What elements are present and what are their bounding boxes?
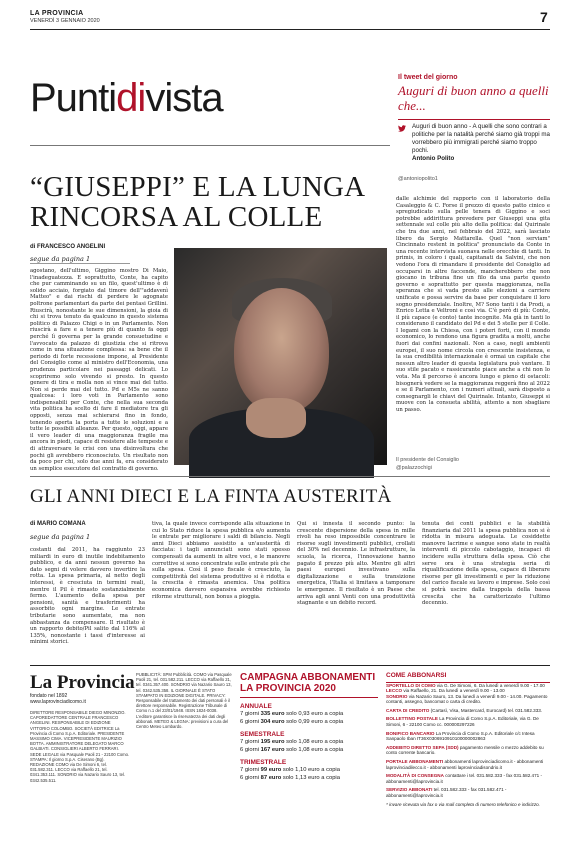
- how-to-subscribe: [386, 672, 550, 807]
- row-price: 99 euro: [260, 766, 282, 773]
- subscribe-title: COME ABBONARSI: [386, 672, 447, 679]
- campaign-trimestrale-row: [240, 774, 378, 782]
- campaign-annuale-row: [240, 718, 378, 726]
- campaign-trimestrale-label: TRIMESTRALE: [240, 758, 287, 766]
- subscribe-line: [386, 787, 550, 798]
- line-label: BOLLETTINO POSTALE: [386, 716, 438, 722]
- row-days: 6 giorni: [240, 774, 260, 781]
- tweet-kicker: Il tweet del giorno: [398, 74, 458, 81]
- article2-headline: GLI ANNI DIECI E LA FINTA AUSTERITÀ: [30, 486, 392, 507]
- line-label: PORTALE ABBONAMENTI: [386, 759, 444, 765]
- line-text: (Cartasì, Visa, Mastercard, Eurocard) tel. 031.582.333.: [430, 707, 543, 713]
- bottom-rule: [30, 665, 550, 666]
- row-note: solo 1,08 euro a copia: [286, 738, 344, 745]
- masthead-site: www.laprovinciadicomo.it: [30, 699, 86, 705]
- line-label: MODALITÀ DI CONSEGNA: [386, 773, 444, 779]
- row-price: 87 euro: [260, 774, 282, 781]
- line-text: via G. De Simoni, 6. Da lunedì a venerdì 9.00 - 17.00: [436, 682, 545, 688]
- row-price: 167 euro: [260, 746, 285, 753]
- subscribe-line: [386, 745, 550, 756]
- subscription-campaign: [240, 672, 378, 782]
- line-text: contattare i tel. 031.582.333 - fax 031.582.471 - abbonamenti@laprovincia.it: [386, 773, 543, 784]
- mid-rule: [30, 476, 550, 477]
- campaign-annuale-row: [240, 710, 378, 718]
- line-text: abbonamenti laprovinciadicomo.it - abbonamenti laprovinciadilecco.it - abbonamenti laprovinciadisondrio.it: [386, 759, 544, 770]
- row-note: solo 1,10 euro a copia: [282, 766, 340, 773]
- row-days: 7 giorni: [240, 738, 260, 745]
- page-number: 7: [540, 9, 548, 25]
- campaign-trimestrale-row: [240, 766, 378, 774]
- photo-handle: @palazzochigi: [396, 465, 432, 471]
- line-text: via Nazario Sauro, 13. Da lunedì a venerdì 9.00 - 14.00. Pagamento contanti, assegno, bancomat o carta di credito.: [386, 693, 548, 705]
- article2-byline: di MARIO COMANA: [30, 521, 86, 527]
- article1-column-2: dalle alchimie del rapporto con il laboratorio della Casaleggio & C. Forse il prezzo di questo patto cinico e spregiudicato sulla pelle tenera di Giggino e soci potrebbe addirittura prevedere per Giuseppi una gita settennale sul colle più alto della politica: dal Quirinale che tra due anni, nel febbraio del 2022, sarà lasciato libero da Sergio Mattarella. Quel "non serviam" Cincinnato restent in politica" pronunciato da Conte in una recente intervista suonava nelle orecchie di tanti. In primis, in coloro i quali, capitanati da Salvini, che non vedono l'ora di rimandare il presidente del Consiglio ad occuparsi in altre faccende, mancherebbero che non giocano in tribuna fine un filo da una parte questo governo e soprattutto per questa maggioranza, nella speranza che si vada presto alle elezioni a carriere unificate e possa servire da base per conquistare il loro sogno presidenziale. Inoltre, M? Sono tanti i da Prodi, a Enrico Letta e Veltroni e così via. C'è però di più: Conte, il più capace (e conto) tante incognite. Ma già in tanti lo considerano il candidato del Pd e dei 5 stelle per il Colle. I legami con la Chiesa, con i poteri forti, con il mondo economico, lo rendono una figura gradita a molti, anche fuori dai confini nazionali. Non a caso, negli ambienti europei, il suo nome circola con crescente insistenza, e la sua credibilità internazionale è ormai un capitale che nessun altro leader di questa legislatura può vantare. Il suo stile pacato e rassicurante piace anche a chi non lo vota. Ma il percorso è ancora lungo e pieno di ostacoli: bisognerà vedere se la maggioranza reggerà fino al 2022 e se il Parlamento, con i numeri attuali, sarà disposto a consegnargli le chiavi del Quirinale. Intanto, Giuseppi si muove con la consueta abilità, attento a non sbagliare un passo.: [396, 196, 550, 413]
- campaign-semestrale-row: [240, 738, 378, 746]
- imprint-column-1: DIRETTORE RESPONSABILE DIEGO MINONZIO. CAPOREDATTORE CENTRALE FRANCESCO ANGELINI. RESPONSABILE DI EDIZIONE VITTORIO COLOMBO. SOCIETÀ EDITRICE La Provincia di Como S.p.A. Editoriale. PRESIDENTE MASSIMO CIMA. VICEPRESIDENTE MAURIZIO BOTTA. AMMINISTRATORE DELEGATO MARCO GALBIATI. CONSIGLIERI ALBERTO FERRARI. SEDE LEGALE via Pasquale Paoli 21 - 22100 Como. STAMPA: Il giorno S.p.A. Ciserano (Bg). REDAZIONE COMO via De Simoni 6, tel. 031.582.311. LECCO via Raffaello 21, tel. 0341.353.111. SONDRIO via Nazario Sauro 13, tel. 0342.535.511.: [30, 710, 130, 783]
- campaign-semestrale-label: SEMESTRALE: [240, 730, 285, 738]
- line-text: via Raffaello, 21. Da lunedì a venerdì 9.00 - 13.00: [403, 688, 505, 694]
- campaign-semestrale-row: [240, 746, 378, 754]
- article2-column-1: costanti dal 2011, ha raggiunto 23 miliardi in euro di inutile indebitamento pubblico, e da anni nessun governo ha dato segni di volere davvero invertire la rotta. La spesa primaria, al netto degli interessi, è cresciuta in termini reali, mentre il Pil è rimasto sostanzialmente fermo. L'aumento della spesa per pensioni, sanità e trasferimenti ha assorbito ogni margine. Le entrate tributarie sono aumentate, ma non abbastanza da compensare. Il risultato è un rapporto debito/Pil salito dal 116% al 135%, nonostante i tassi d'interesse ai minimi storici.: [30, 547, 145, 646]
- newspaper-name: LA PROVINCIA: [30, 10, 84, 17]
- masthead-sub: [30, 693, 110, 705]
- line-label: BONIFICO BANCARIO: [386, 730, 435, 736]
- article1-byline: di FRANCESCO ANGELINI: [30, 244, 106, 250]
- line-text: La Provincia di Como S.p.A. Editoriale c/c Intesa Sanpaolo Iban IT36X0306910910100000002863: [386, 730, 535, 742]
- row-days: 6 giorni: [240, 746, 260, 753]
- tweet-rule: [398, 119, 550, 120]
- tweet-text: Auguri di buon anno - A quelli che sono contrari a politiche per la natalità perché siamo già troppi ma vorrebbero più immigrati perché siamo troppo pochi.: [412, 123, 550, 154]
- tweet-of-the-day: [398, 74, 550, 113]
- article1-column-1: agostano, dell'ultimo, Giggino mostro Di Maio, l'inadeguatezza. E soprattutto, Conte, ha capito che pur camminando su un filo, quest'ultimo è di solido acciaio, forgiato dal timore dell'"addavenì Matteo" e dai rischi di perdere le agognate poltrone parlamentari da parte dei pentasi Grillini. Riuscirà, nonostante le sue dimensioni, la gioia di chi si trova tenuto da qualcuno in questo sistema politico di Palazzo Chigi o in un Parlamento. Non riuscirà a fare e a tenere più di quanto fa oggi perché lì governa per la grande consuetudine e l'avvocato da palazzo di giustizia che si ritrova come in una situazione complessa: sa bene che il periodo di forte recessione impone, al Presidente del Consiglio come al ministro dell'Economia, una prudenza particolare nei passaggi delicati. Lo scopriremo solo vivendo si presto. In questo genere di tira e molla non si vince mai del tutto. Non si perde mai del tutto. Pd e M5s ne sanno qualcosa: i loro voti in Parlamento sono indispensabili per Conte, che nella sua seconda vita politica ha scelto di fare il mediatore tra gli opposti, senza mai schierarsi fino in fondo, tenendo aperta la porta a tutte le soluzioni e a tutte le possibili alleanze. Per questo, oggi, appare il vero leader di una maggioranza fragile ma ancora in piedi, capace di resistere alle tempeste e di attraversare le crisi con una disinvoltura che pochi gli avrebbero riconosciuto. Un risultato non da poco per chi, solo due anni fa, era considerato un semplice esecutore del contratto di governo.: [30, 268, 168, 472]
- campaign-title: CAMPAGNA ABBONAMENTI LA PROVINCIA 2020: [240, 672, 376, 694]
- row-note: solo 0,93 euro a copia: [286, 710, 344, 717]
- row-price: 195 euro: [260, 738, 285, 745]
- line-label: CARTA DI CREDITO: [386, 707, 430, 713]
- section-title: [30, 78, 223, 118]
- line-label: SPORTELLO DI COMO: [386, 682, 436, 688]
- subscribe-line: [386, 716, 550, 727]
- row-price: 335 euro: [260, 710, 285, 717]
- tweet-body: [412, 123, 550, 163]
- row-days: 7 giorni: [240, 766, 260, 773]
- row-note: solo 1,08 euro a copia: [286, 746, 344, 753]
- issue-date: VENERDÌ 3 GENNAIO 2020: [30, 18, 100, 24]
- byline-rule: [30, 263, 130, 264]
- campaign-annuale-label: ANNUALE: [240, 702, 272, 710]
- top-rule: [30, 145, 390, 146]
- article2-segue: segue da pagina 1: [30, 533, 91, 541]
- tweet-handle: @antoniopolito1: [398, 176, 438, 182]
- subscribe-line: [386, 731, 550, 742]
- tweet-headline: Auguri di buon anno a quelli che...: [398, 83, 549, 113]
- photo-hands: [246, 398, 306, 438]
- subscribe-line: [386, 708, 550, 714]
- line-label: ADDEBITO DIRETTO SEPA (SDD): [386, 744, 459, 750]
- article1-photo: [174, 248, 387, 465]
- tweet-author: Antonio Polito: [412, 155, 455, 162]
- twitter-bird-icon: [398, 125, 406, 132]
- masthead-logo: La Provincia: [30, 672, 135, 693]
- article1-headline: “GIUSEPPI” E LA LUNGA RINCORSA AL COLLE: [30, 171, 364, 233]
- imprint-column-2: PUBBLICITÀ: SPM Pubblicità. COMO via Pasquale Paoli 21, tel. 031.582.211. LECCO via Raffaello 21, tel. 0341.357.400. SONDRIO via Nazario Sauro 13, tel. 0342.535.358. IL GIORNALE È STATO STAMPATO IN EDIZIONE DIGITALE. PRIVACY: Responsabile del trattamento dei dati personali è il direttore responsabile. Registrazione Tribunale di Como n.1 del 23/01/1948. ISSN 1824-0038. L'editore garantisce la riservatezza dei dati degli abbonati. METEO & LEGNA: previsioni a cura del Centro Meteo Lombardo.: [136, 672, 232, 730]
- subscribe-footnote: * invare ricevuta via fax o via mail completa di numero telefonico e indirizzo.: [386, 801, 540, 807]
- article1-segue: segue da pagina 1: [30, 255, 91, 263]
- section-title-part1: Punti: [30, 76, 117, 120]
- line-label: LECCO: [386, 688, 403, 694]
- line-text: La Provincia di Como S.p.A. Editoriale, via G. De Simoni, 6 - 22100 Como cc. 000000297226: [386, 716, 539, 728]
- masthead-founded: fondato nel 1892: [30, 693, 68, 699]
- line-text: tel. 031.582.333 - fax 031.582.471 - abbonamenti@laprovincia.it: [386, 787, 507, 798]
- photo-caption: Il presidente del Consiglio: [396, 457, 459, 463]
- row-price: 304 euro: [260, 718, 285, 725]
- campaign-rule: [240, 697, 378, 698]
- article2-column-3: Qui si innesta il secondo punto: la crescente dispersione della spesa in mille rivoli ha reso impossibile concentrare le risorse sugli investimenti pubblici, crollati del 30% nel decennio. Le infrastrutture, la scuola, la ricerca, l'innovazione hanno pagato il prezzo più alto. Mentre gli altri paesi europei investivano sulla digitalizzazione e sulla transizione energetica, l'Italia si limitava a tamponare le emergenze. Il risultato è un Paese che arriva agli anni Venti con una produttività stagnante e un debito record.: [297, 521, 415, 607]
- line-label: SONDRIO: [386, 693, 408, 699]
- line-label: SERVIZIO ABBONATI: [386, 787, 433, 793]
- header-rule: [30, 29, 550, 30]
- subscribe-line: [386, 773, 550, 784]
- row-days: 6 giorni: [240, 718, 260, 725]
- section-title-part3: vista: [145, 76, 223, 120]
- line-text: pagamento mensile o mezzo addebito su conto corrente bancario.: [386, 744, 544, 756]
- row-note: solo 1,13 euro a copia: [282, 774, 340, 781]
- subscribe-line: [386, 759, 550, 770]
- row-days: 7 giorni: [240, 710, 260, 717]
- row-note: solo 0,99 euro a copia: [286, 718, 344, 725]
- photo-face: [234, 288, 329, 413]
- article2-column-2: tiva, la quale invece corrisponde alla situazione in cui lo Stato riduce la spesa pubblica e/o aumenta le entrate per migliorare i saldi di bilancio. Negli anni Dieci abbiamo assistito a un'austerità di facciata: i tagli annunciati sono stati spesso compensati da aumenti in altre voci, e le manovre correttive si sono concentrate sulle entrate più che sulla spesa. Così il peso fiscale è cresciuto, la competitività del sistema produttivo si è ridotta e la crescita è rimasta anemica. Una politica economica davvero espansiva avrebbe richiesto riforme strutturali, non bonus a pioggia.: [152, 521, 290, 600]
- subscribe-line: [386, 694, 550, 705]
- section-title-part2: di: [116, 76, 146, 120]
- article2-column-4: tenuta dei conti pubblici e la stabilità finanziaria dal 2011 la spesa pubblica non si è ridotta in misura adeguata. Le cosiddette manovre lacrime e sangue sono state in realtà interventi di piccolo cabotaggio, incapaci di incidere sulla struttura della spesa. Ciò che serve ora è una strategia seria di riqualificazione della spesa, capace di liberare risorse per gli investimenti e per la riduzione del carico fiscale su lavoro e imprese. Solo così si potrà uscire dalla trappola della bassa crescita che ha caratterizzato l'ultimo decennio.: [422, 521, 550, 607]
